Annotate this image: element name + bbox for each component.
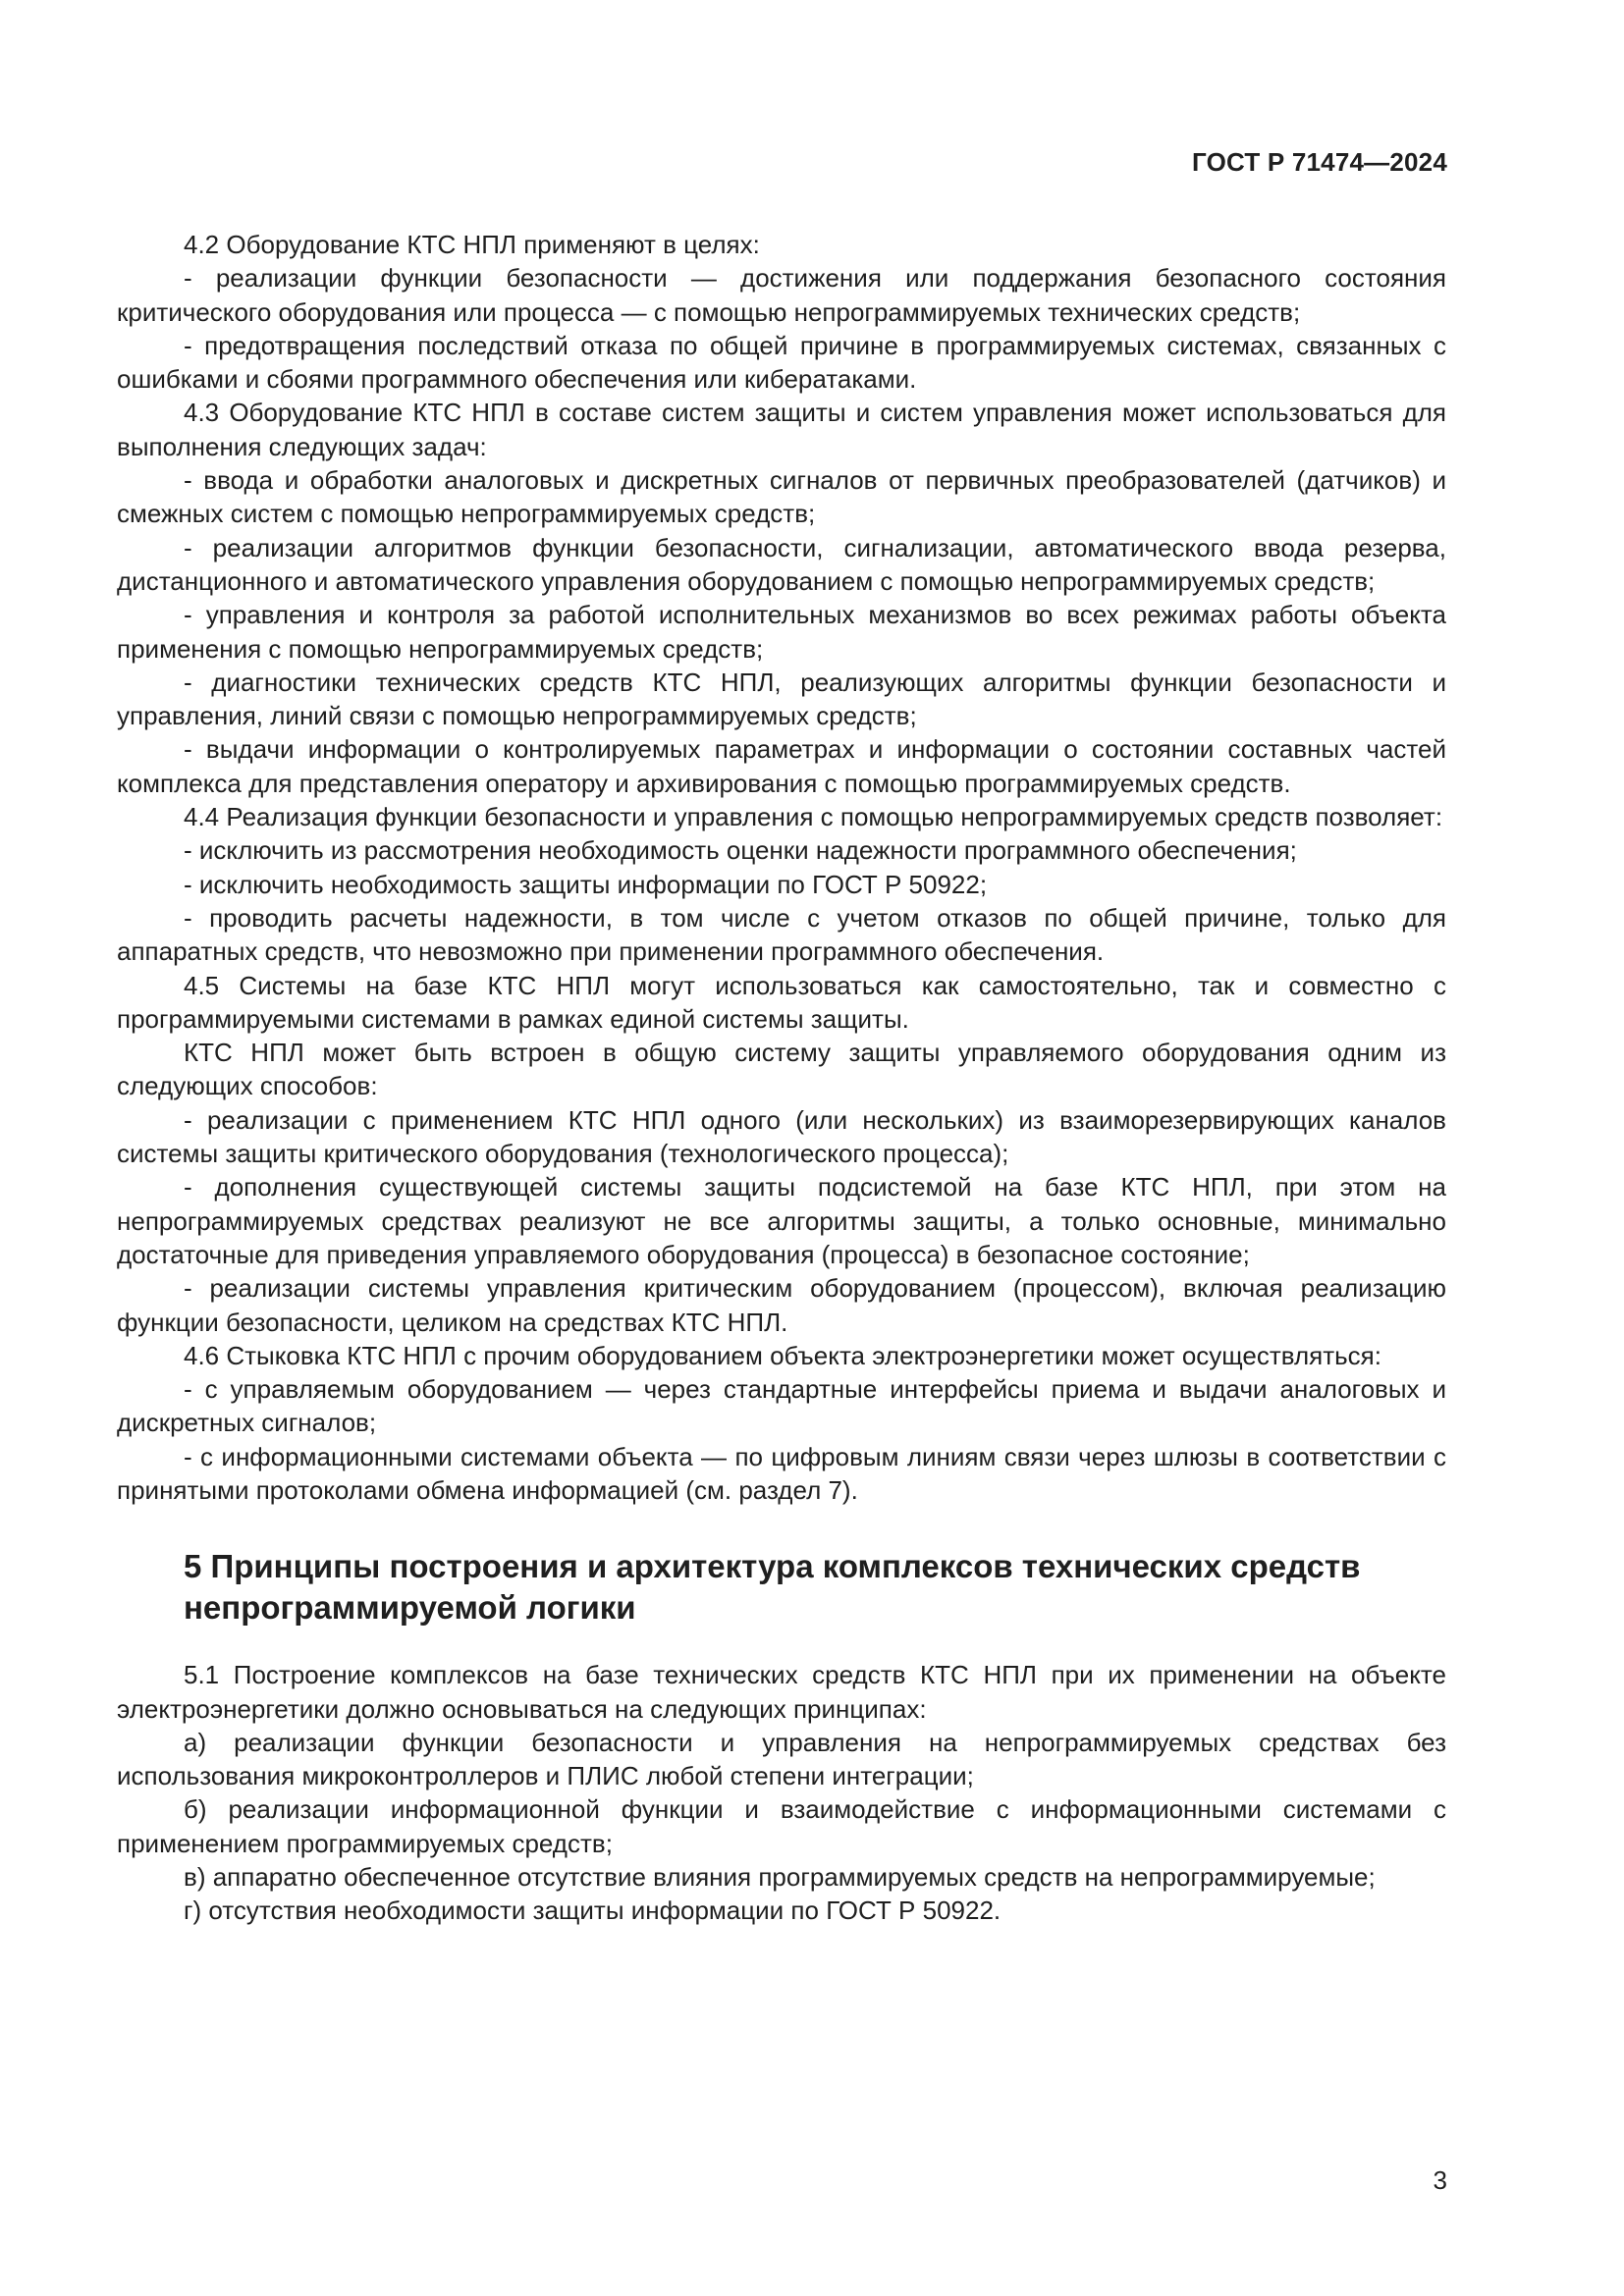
paragraph: а) реализации функции безопасности и управления на непрограммируемых средствах без использования микроконтроллеров и ПЛИС любой степени интеграции; <box>117 1727 1446 1791</box>
document-code-header: ГОСТ Р 71474—2024 <box>1192 147 1447 177</box>
paragraph: 4.5 Системы на базе КТС НПЛ могут использоваться как самостоятельно, так и совместно с программируемыми системами в рамках единой системы защиты. <box>117 970 1446 1034</box>
paragraph: - с информационными системами объекта — по цифровым линиям связи через шлюзы в соответствии с принятыми протоколами обмена информацией (см. раздел 7). <box>117 1441 1446 1505</box>
paragraph: - с управляемым оборудованием — через стандартные интерфейсы приема и выдачи аналоговых и дискретных сигналов; <box>117 1374 1446 1438</box>
paragraph: - реализации функции безопасности — достижения или поддержания безопасного состояния критического оборудования или процесса — с помощью непрограммируемых технических средств; <box>117 263 1446 327</box>
section-heading: 5 Принципы построения и архитектура комплексов технических средств непрограммируемой логики <box>184 1548 1361 1627</box>
paragraph: - реализации алгоритмов функции безопасности, сигнализации, автоматического ввода резерва, дистанционного и автоматического управления оборудованием с помощью непрограммируемых средств; <box>117 532 1446 596</box>
paragraph: 4.6 Стыковка КТС НПЛ с прочим оборудованием объекта электроэнергетики может осуществляться: <box>184 1340 1381 1370</box>
paragraph: - исключить необходимость защиты информации по ГОСТ Р 50922; <box>184 869 988 899</box>
paragraph: - выдачи информации о контролируемых параметрах и информации о состоянии составных частей комплекса для представления оператору и архивирования с помощью программируемых средств. <box>117 734 1446 798</box>
page-number: 3 <box>1433 2165 1447 2195</box>
paragraph: - дополнения существующей системы защиты подсистемой на базе КТС НПЛ, при этом на непрограммируемых средствах реализуют не все алгоритмы защиты, а только основные, минимально достаточные для приведения управляемого оборудования (процесса) в безопасное состояние; <box>117 1172 1446 1269</box>
paragraph: КТС НПЛ может быть встроен в общую систему защиты управляемого оборудования одним из следующих способов: <box>117 1038 1446 1101</box>
paragraph: - ввода и обработки аналоговых и дискретных сигналов от первичных преобразователей (датчиков) и смежных систем с помощью непрограммируемых средств; <box>117 465 1446 529</box>
paragraph: - реализации системы управления критическим оборудованием (процессом), включая реализацию функции безопасности, целиком на средствах КТС НПЛ. <box>117 1273 1446 1337</box>
paragraph: - управления и контроля за работой исполнительных механизмов во всех режимах работы объекта применения с помощью непрограммируемых средств; <box>117 600 1446 664</box>
paragraph: 4.2 Оборудование КТС НПЛ применяют в целях: <box>184 230 760 259</box>
paragraph: - диагностики технических средств КТС НПЛ, реализующих алгоритмы функции безопасности и управления, линий связи с помощью непрограммируемых средств; <box>117 667 1446 731</box>
paragraph: 4.4 Реализация функции безопасности и управления с помощью непрограммируемых средств позволяет: <box>184 802 1443 832</box>
paragraph: 4.3 Оборудование КТС НПЛ в составе систем защиты и систем управления может использоваться для выполнения следующих задач: <box>117 398 1446 461</box>
document-body <box>117 228 1446 1928</box>
paragraph: б) реализации информационной функции и взаимодействие с информационными системами с применением программируемых средств; <box>117 1794 1446 1858</box>
paragraph: в) аппаратно обеспеченное отсутствие влияния программируемых средств на непрограммируемые; <box>184 1862 1376 1893</box>
paragraph: г) отсутствия необходимости защиты информации по ГОСТ Р 50922. <box>184 1896 1001 1926</box>
paragraph: 5.1 Построение комплексов на базе технических средств КТС НПЛ при их применении на объекте электроэнергетики должно основываться на следующих принципах: <box>117 1660 1446 1724</box>
paragraph: - реализации с применением КТС НПЛ одного (или нескольких) из взаиморезервирующих каналов системы защиты критического оборудования (технологического процесса); <box>117 1104 1446 1169</box>
paragraph: - предотвращения последствий отказа по общей причине в программируемых системах, связанных с ошибками и сбоями программного обеспечения или кибератаками. <box>117 330 1446 395</box>
paragraph: - исключить из рассмотрения необходимость оценки надежности программного обеспечения; <box>184 835 1297 866</box>
paragraph: - проводить расчеты надежности, в том числе с учетом отказов по общей причине, только для аппаратных средств, что невозможно при применении программного обеспечения. <box>117 902 1446 967</box>
